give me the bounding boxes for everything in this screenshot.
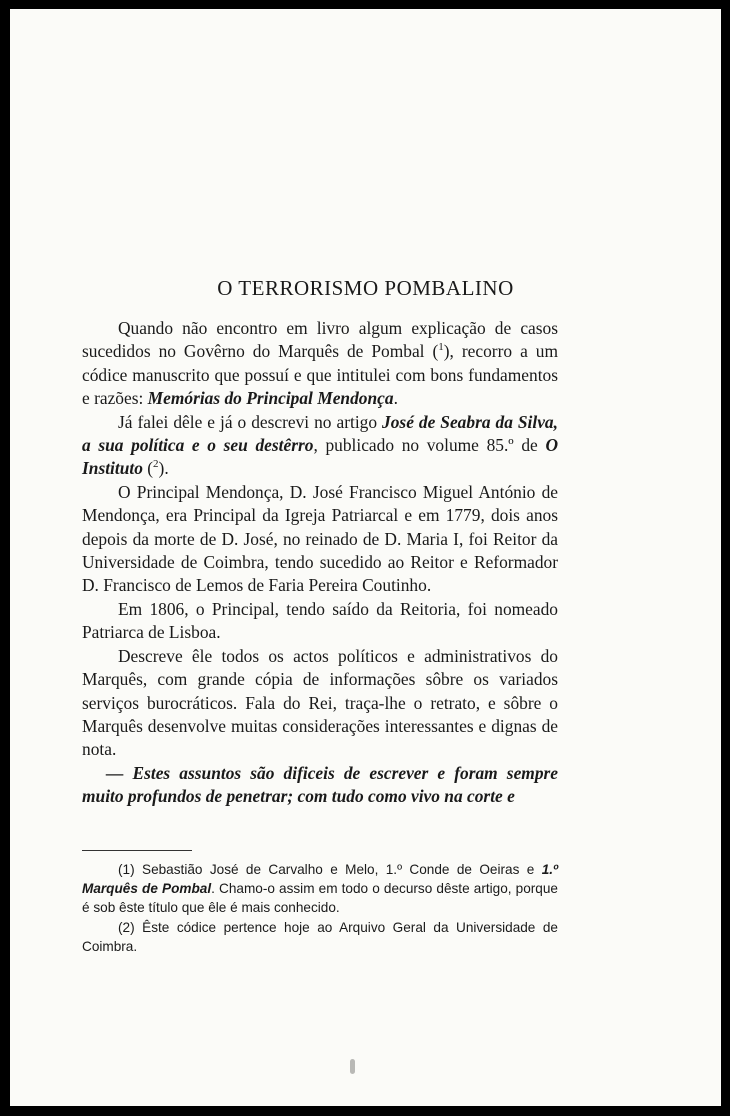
p2-text-b: , publicado no volume 85.º de bbox=[313, 435, 546, 456]
footnote-1-text-b: . Chamo-o assim em todo o decurso dêste artigo, porque é sob êste título que êle é mais conhecido. bbox=[82, 881, 558, 916]
body-text bbox=[82, 317, 558, 809]
footnote-1-text-a: Sebastião José de Carvalho e Melo, 1.º Conde de Oeiras e bbox=[134, 862, 542, 877]
paragraph-1 bbox=[82, 317, 558, 411]
paragraph-4: Em 1806, o Principal, tendo saído da Reitoria, foi nomeado Patriarca de Lisboa. bbox=[82, 598, 558, 643]
p2-text-a: Já falei dêle e já o descrevi no artigo bbox=[118, 411, 383, 432]
footnote-2-mark: (2) bbox=[118, 919, 135, 935]
paragraph-6-quote: — Estes assuntos são dificeis de escrever e foram sempre muito profundos de penetrar; com tudo como vivo na corte e bbox=[82, 762, 558, 807]
p2-text-d: ). bbox=[158, 458, 169, 479]
p1-text-b: ), recorro a um códice manuscrito que possuí e que intitulei com bons fundamentos e razões: bbox=[82, 341, 558, 409]
paper-blemish bbox=[350, 1059, 355, 1074]
footnote-2-text: Êste códice pertence hoje ao Arquivo Geral da Universidade de Coimbra. bbox=[82, 919, 558, 954]
p1-text-a: Quando não encontro em livro algum explicação de casos sucedidos no Govêrno do Marquês de Pombal ( bbox=[82, 318, 558, 362]
footnote-divider bbox=[82, 850, 192, 851]
footnote-1-italic: 1.º Marquês de Pombal bbox=[82, 862, 558, 897]
p2-italic-article: José de Seabra da Silva, a sua política e o seu destêrro bbox=[82, 411, 558, 456]
p1-italic-title: Memórias do Principal Mendonça bbox=[147, 388, 394, 409]
footnote-2 bbox=[82, 918, 558, 956]
p2-italic-journal: O Instituto bbox=[82, 435, 558, 479]
footnote-1 bbox=[82, 860, 558, 918]
footnote-ref-1: 1 bbox=[438, 341, 444, 354]
chapter-title: O TERRORISMO POMBALINO bbox=[217, 276, 514, 300]
footnote-ref-2: 2 bbox=[153, 458, 159, 471]
paragraph-5: Descreve êle todos os actos políticos e administrativos do Marquês, com grande cópia de informações sôbre os variados serviços burocráticos. Fala do Rei, traça-lhe o retrato, e sôbre o Marquês desenvolve muitas considerações interessantes e dignas de nota. bbox=[82, 645, 558, 760]
book-page bbox=[10, 9, 721, 1106]
paragraph-2 bbox=[82, 411, 558, 481]
p2-text-c: ( bbox=[142, 458, 154, 479]
p1-text-c: . bbox=[393, 388, 398, 409]
footnotes bbox=[82, 860, 558, 956]
paragraph-3: O Principal Mendonça, D. José Francisco Miguel António de Mendonça, era Principal da Igreja Patriarcal e em 1779, dois anos depois da morte de D. José, no reinado de D. Maria I, foi Reitor da Universidade de Coimbra, tendo sucedido ao Reitor e Reformador D. Francisco de Lemos de Faria Pereira Coutinho. bbox=[82, 481, 558, 596]
footnote-1-mark: (1) bbox=[118, 862, 135, 877]
